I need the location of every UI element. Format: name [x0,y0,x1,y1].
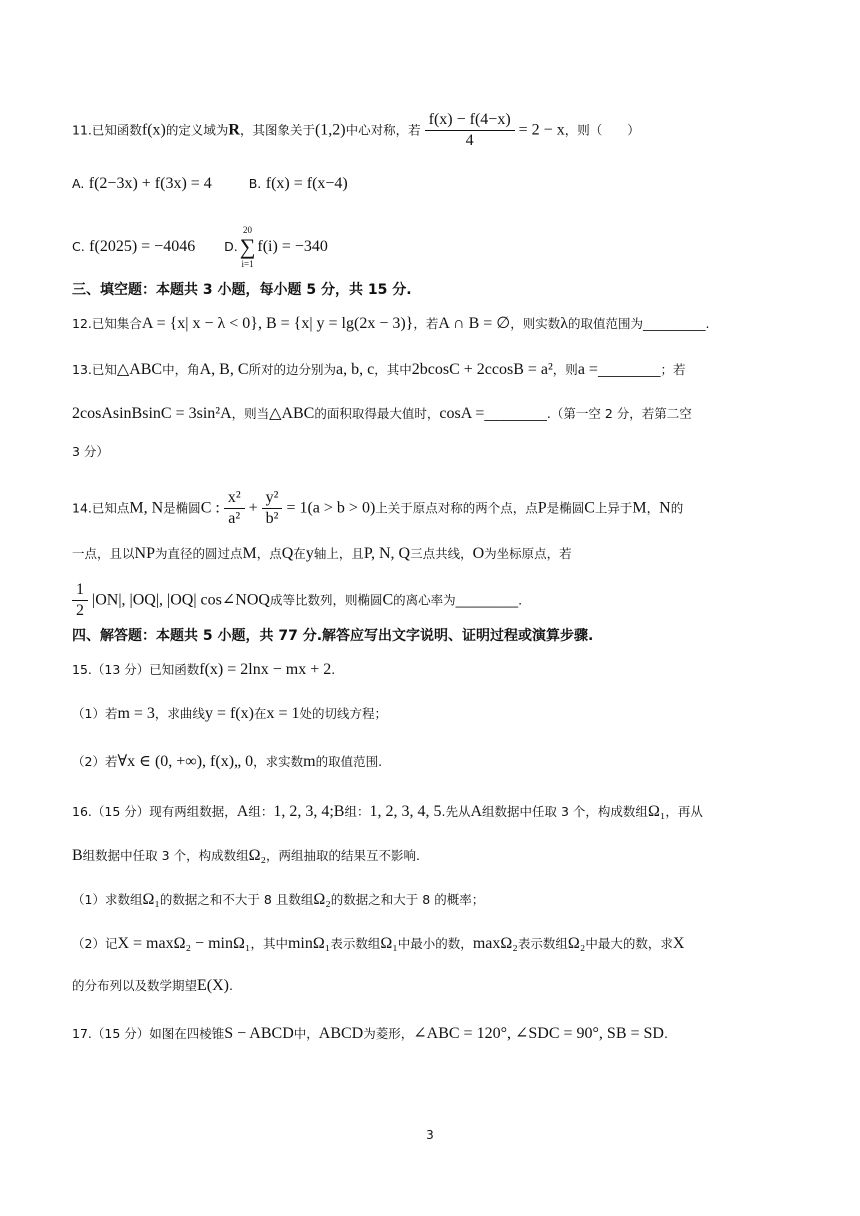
q14-text: 上关于原点对称的两个点，点 [375,500,538,516]
question-16-part2-cont [72,976,800,996]
question-14-line3 [72,580,800,621]
q14-text: 是椭圆 [546,500,585,516]
q11-text: ，则（ ） [564,122,640,138]
q12-text: ，则实数 [510,316,561,331]
q14-math: P [537,499,547,517]
q17-text: 17.（15 分）如图在四棱锥 [72,1026,225,1041]
q15-math: ∀x ∈ (0, +∞), f(x)„ 0 [117,753,254,770]
q13-text: __________；若 [597,362,686,377]
section-3-heading: 三、填空题：本题共 3 小题，每小题 5 分，共 15 分. [72,282,412,298]
sigma-glyph: ∑ [239,234,256,259]
q12-math: A ∩ B = ∅ [438,315,511,332]
q16-text: 中最小的数， [397,936,473,951]
q14-text: 在 [293,546,306,561]
q14-math: = 1(a > b > 0) [286,499,376,517]
q15-text: （1）若 [72,706,118,721]
option-c-label: C. [72,239,85,254]
half-fraction [72,580,88,621]
q16-text: .先从 [441,804,471,819]
q12-math: A = {x| x − λ < 0}, B = {x| y = lg(2x − 3)} [141,315,414,332]
q14-text: 为直径的圆过点 [154,546,243,561]
q15-math: y = f(x) [204,705,254,722]
option-a-label: A. [72,176,85,191]
q13-math: 2bcosC + 2ccosB = a² [411,361,553,378]
q14-text: ，点 [256,546,282,561]
q11-text: 中心对称，若 [345,122,421,138]
q13-text: 13.已知 [72,362,117,377]
question-16-line2 [72,846,800,866]
frac-num: y² [262,488,283,509]
q13-math: A, B, C [199,361,249,378]
question-16-line1 [72,802,800,822]
option-a: f(2−3x) + f(3x) = 4 [88,175,212,192]
section-4-heading: 四、解答题：本题共 5 小题，共 77 分.解答应写出文字说明、证明过程或演算步骤. [72,628,594,644]
q16-text: 表示数组 [517,936,568,951]
option-d: f(i) = −340 [257,238,328,255]
question-11-options-ab [72,174,800,194]
q16-text: 的分布列以及数学期望 [72,978,198,993]
question-15-stem [72,660,800,680]
q14-math: M [242,545,257,562]
q12-text: 的取值范围为__________. [568,316,710,331]
frac-den: 2 [76,602,84,619]
q11-math: = 2 − x [518,121,565,139]
q16-text: 组数据中任取 3 个，构成数组 [82,848,249,863]
q16-math: Ω₂ [248,847,267,864]
frac-den: b² [265,510,279,527]
q16-text: 组： [344,804,370,819]
q16-text: （2）记 [72,936,118,951]
q14-text: 是椭圆 [163,500,201,516]
question-13-line2 [72,404,800,424]
q17-text: 中， [293,1026,319,1041]
q14-text: 一点，且以 [72,546,135,561]
q16-text: 的数据之和大于 8 的概率； [330,892,485,907]
q15-text: （2）若 [72,754,118,769]
q16-math: A [236,803,249,820]
q16-math: 1, 2, 3, 4, 5 [369,803,442,820]
q14-math: M [632,499,647,517]
q13-math: a = [577,361,598,378]
q14-text: 成等比数列，则椭圆 [269,592,383,608]
q14-math: C [584,499,595,517]
q11-fraction [425,110,515,151]
page-number: 3 [426,1128,434,1142]
q14-text: 轴上，且 [313,546,364,561]
option-b-label: B. [248,176,262,191]
q16-text: 中最大的数，求 [585,936,673,951]
q15-text: 15.（13 分）已知函数 [72,662,200,677]
q16-math: X [672,935,685,952]
summation-symbol [240,224,256,270]
q15-math: f(x) = 2lnx − mx + 2 [199,661,332,678]
q16-text: ，两组抽取的结果互不影响. [266,848,421,863]
q16-math: A [470,803,483,820]
option-b: f(x) = f(x−4) [265,175,348,192]
q14-text: ， [646,500,660,516]
q13-text: 中，角 [162,362,200,377]
q16-text: 组数据中任取 3 个，构成数组 [482,804,648,819]
q16-text: ，再从 [665,804,703,819]
q16-math: 1, 2, 3, 4; [273,803,334,820]
q17-math: ∠ABC = 120°, ∠SDC = 90°, SB = SD [413,1025,664,1042]
q14-text: 为坐标原点，若 [484,546,572,561]
q16-math: Ω₁ [647,803,666,820]
q16-math: maxΩ₂ [472,935,518,952]
q17-text: 为菱形， [363,1026,414,1041]
q12-text: 12.已知集合 [72,316,142,331]
q16-math: Ω₂ [313,891,331,908]
q16-math: B [72,847,83,864]
q15-text: 的取值范围. [315,754,383,769]
question-11-stem [72,110,800,151]
q16-math: minΩ₁ [287,935,331,952]
question-14-line1 [72,488,800,529]
q11-frac-num: f(x) − f(4−x) [425,110,515,131]
q15-text: . [331,662,336,677]
q13-math: a, b, c [336,361,375,378]
x-squared-fraction [224,488,245,529]
question-17-stem [72,1024,800,1044]
q15-text: ，求曲线 [154,706,205,721]
frac-den: a² [228,510,241,527]
question-13-line1 [72,360,800,380]
q16-math: X = maxΩ₂ − minΩ₁ [117,935,251,952]
q14-text: 上异于 [594,500,633,516]
q16-text: 的数据之和不大于 8 且数组 [159,892,314,907]
sum-upper: 20 [243,225,253,235]
q13-math: △ABC [116,361,163,378]
q14-text: 的 [670,500,684,516]
q14-math: N [659,499,671,517]
q14-math: C [382,591,394,609]
q15-text: 在 [253,706,267,721]
q13-text: 所对的边分别为 [248,362,337,377]
q14-math: M, N [129,499,164,517]
q14-math: y [305,545,314,562]
q17-math: ABCD [318,1025,364,1042]
q16-math: B [333,803,345,820]
q16-text: （1）求数组 [72,892,143,907]
q14-text: 三点共线， [410,546,473,561]
q11-text: 11.已知函数 [72,122,142,138]
question-15-part2 [72,752,800,772]
q11-text: ，其图象关于 [239,122,315,138]
q13-math: cosA = [439,405,485,422]
q14-math: O [472,545,485,562]
question-16-part1 [72,890,800,910]
question-16-part2 [72,934,800,954]
sum-lower: i=1 [241,259,254,269]
option-c: f(2025) = −4046 [89,238,196,255]
q16-math: Ω₁ [380,935,398,952]
q13-text: ，则 [552,362,578,377]
q15-math: m [303,753,316,770]
q14-math: P, N, Q [363,545,411,562]
q13-math: 2cosAsinBsinC = 3sin²A [72,405,232,422]
q14-math: |ON|, |OQ|, |OQ| cos∠NOQ [92,591,270,609]
q11-text: 的定义域为 [165,122,229,138]
q14-text: 14.已知点 [72,500,130,516]
q16-text: 16.（15 分）现有两组数据， [72,804,237,819]
q11-frac-den: 4 [465,132,474,149]
q14-text: 的离心率为__________. [393,592,523,608]
q14-math: Q [281,545,294,562]
y-squared-fraction [262,488,283,529]
q13-text: 的面积取得最大值时， [314,406,440,421]
q17-text: . [663,1026,668,1041]
q16-text: 组： [248,804,274,819]
q13-text: ，其中 [374,362,412,377]
q17-math: S − ABCD [224,1025,294,1042]
q11-math: R [228,121,240,139]
question-12 [72,314,800,334]
q16-text: ，其中 [250,936,288,951]
q16-text: . [229,978,233,993]
q12-math: λ [560,315,569,332]
question-14-line2 [72,544,800,564]
q14-math: + [248,499,258,517]
q16-text: 表示数组 [330,936,381,951]
q16-math: Ω₂ [567,935,586,952]
frac-num: 1 [72,580,88,601]
q11-math: (1,2) [314,121,346,139]
option-d-label: D. [224,239,238,254]
q11-math: f(x) [141,121,166,139]
q15-math: m = 3 [117,705,155,722]
q13-text: __________.（第一空 2 分，若第二空 [484,406,692,421]
question-15-part1 [72,704,800,724]
q16-math: Ω₁ [142,891,160,908]
q13-text: ，则当 [231,406,270,421]
question-13-line3: 3 分） [72,444,109,459]
q14-math: NP [134,545,155,562]
q15-math: x = 1 [266,705,300,722]
frac-num: x² [224,488,245,509]
question-11-options-cd [72,224,800,270]
q13-math: △ABC [269,405,315,422]
q12-text: ，若 [413,316,439,331]
q14-math: C : [200,499,220,517]
q15-text: 处的切线方程； [299,706,388,721]
q15-text: ，求实数 [253,754,304,769]
q16-math: E(X) [197,977,229,994]
